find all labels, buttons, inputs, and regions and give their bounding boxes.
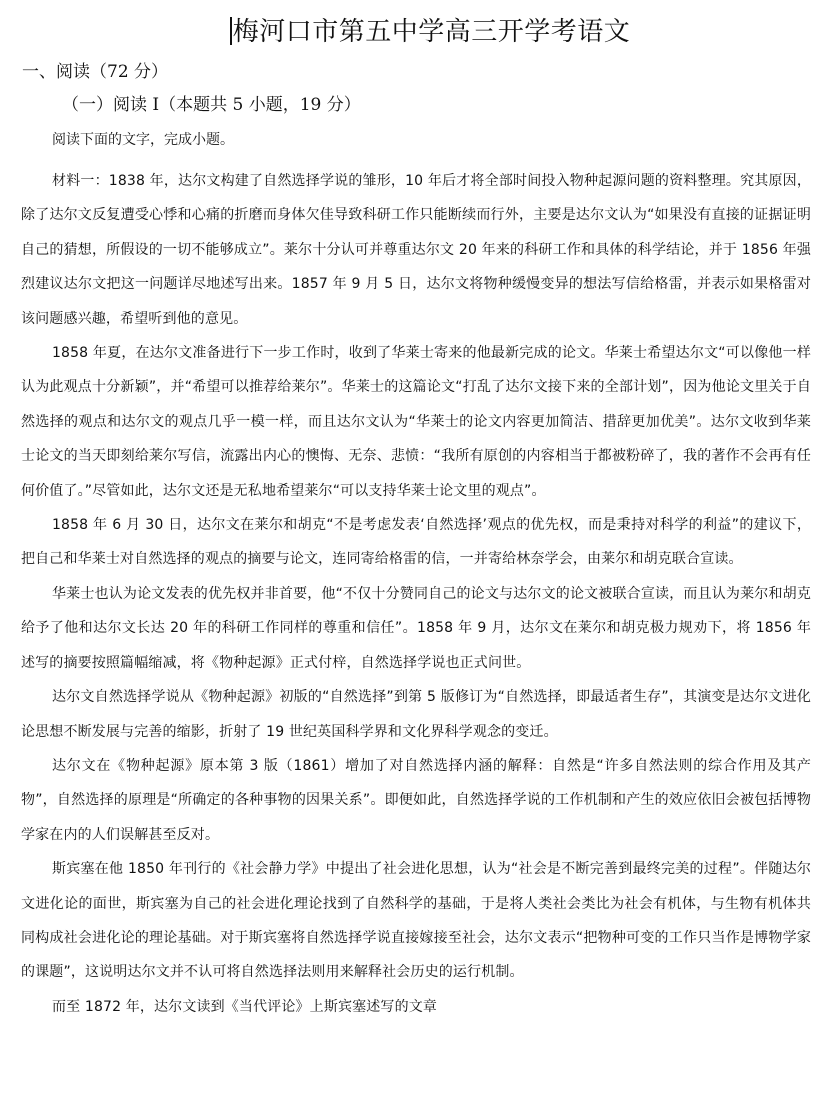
document-title: 梅河口市第五中学高三开学考语文 xyxy=(232,17,631,47)
paragraph-8: 而至 1872 年，达尔文读到《当代评论》上斯宾塞述写的文章 xyxy=(52,998,438,1015)
paragraph-2: 1858 年夏，在达尔文准备进行下一步工作时，收到了华莱士寄来的他最新完成的论文。华莱士希望达尔文“可以像他一样认为此观点十分新颖”，并“希望可以推荐给莱尔”。华莱士的这篇论文“打乱了达尔文接下来的全部计划”，因为他论文里关于自然选择的观点和达尔文的观点几乎一模一样，而且达尔文认为“华莱士的论文内容更加简洁、措辞更加优美”。达尔文收到华莱士论文的当天即刻给莱尔写信，流露出内心的懊悔、无奈、悲愤：“我所有原创的内容相当于都被粉碎了，我的著作不会再有任何价值了。”尽管如此，达尔文还是无私地希望莱尔“可以支持华莱士论文里的观点”。 xyxy=(21,345,811,499)
text-cursor xyxy=(230,17,232,45)
text-fade-overlay xyxy=(430,1052,500,1088)
reading-material xyxy=(21,164,811,1024)
paragraph-1: 材料一：1838 年，达尔文构建了自然选择学说的雏形，10 年后才将全部时间投入物种起源问题的资料整理。究其原因，除了达尔文反复遭受心悸和心痛的折磨而身体欠佳导致科研工作只能断续而行外，主要是达尔文认为“如果没有直接的证据证明自己的猜想，所假设的一切不能够成立”。莱尔十分认可并尊重达尔文 20 年来的科研工作和具体的科学结论，并于 1856 年强烈建议达尔文把这一问题详尽地述写出来。1857 年 9 月 5 日，达尔文将物种缓慢变异的想法写信给格雷，并表示如果格雷对该问题感兴趣，希望听到他的意见。 xyxy=(21,173,811,327)
document-title-line xyxy=(0,14,823,50)
paragraph-5: 达尔文自然选择学说从《物种起源》初版的“自然选择”到第 5 版修订为“自然选择，即最适者生存”，其演变是达尔文进化论思想不断发展与完善的缩影，折射了 19 世纪英国科学界和文化界科学观念的变迁。 xyxy=(21,689,811,740)
instruction-text: 阅读下面的文字，完成小题。 xyxy=(52,132,234,148)
paragraph-4: 华莱士也认为论文发表的优先权并非首要，他“不仅十分赞同自己的论文与达尔文的论文被联合宣读，而且认为莱尔和胡克给予了他和达尔文长达 20 年的科研工作同样的尊重和信任”。1858 年 9 月，达尔文在莱尔和胡克极力规劝下，将 1856 年述写的摘要按照篇幅缩减，将《物种起源》正式付梓，自然选择学说也正式问世。 xyxy=(21,585,811,671)
paragraph-7: 斯宾塞在他 1850 年刊行的《社会静力学》中提出了社会进化思想，认为“社会是不断完善到最终完美的过程”。伴随达尔文进化论的面世，斯宾塞为自己的社会进化理论找到了自然科学的基础，于是将人类社会类比为社会有机体，与生物有机体共同构成社会进化论的理论基础。对于斯宾塞将自然选择学说直接嫁接至社会，达尔文表示“把物种可变的工作只当作是博物学家的课题”，这说明达尔文并不认可将自然选择法则用来解释社会历史的运行机制。 xyxy=(21,861,811,981)
paragraph-3: 1858 年 6 月 30 日，达尔文在莱尔和胡克“不是考虑发表‘自然选择’观点的优先权，而是秉持对科学的利益”的建议下，把自己和华莱士对自然选择的观点的摘要与论文，连同寄给格雷的信，一并寄给林奈学会，由莱尔和胡克联合宣读。 xyxy=(21,517,811,568)
subsection-heading: （一）阅读 I（本题共 5 小题，19 分） xyxy=(62,95,361,115)
paragraph-6: 达尔文在《物种起源》原本第 3 版（1861）增加了对自然选择内涵的解释：自然是“许多自然法则的综合作用及其产物”，自然选择的原理是“所确定的各种事物的因果关系”。即便如此，自然选择学说的工作机制和产生的效应依旧会被包括博物学家在内的人们误解甚至反对。 xyxy=(21,757,811,843)
section-heading: 一、阅读（72 分） xyxy=(22,62,169,82)
